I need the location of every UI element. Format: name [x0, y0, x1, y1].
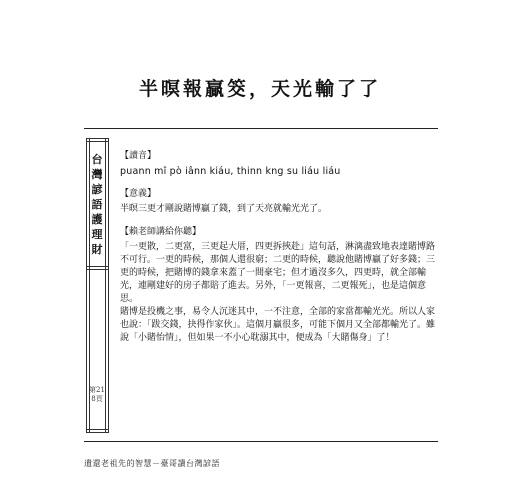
sidebar-divider	[86, 269, 109, 270]
sidebar-title: 台灣諺語護理財	[91, 153, 103, 256]
page-footer: 遺還老祖先的智慧－臺哥讀台灣諺語	[84, 459, 220, 468]
page-number: 第218頁	[89, 386, 105, 403]
sidebar-cap	[86, 429, 109, 430]
page-title: 半暝報贏筊，天光輸了了	[138, 78, 381, 100]
pronunciation-text: puann mî pò iânn kiáu, thinn kng su liáu liáu	[120, 166, 341, 177]
sidebar-border	[86, 138, 87, 432]
reading-heading: 【讀音】	[120, 151, 157, 161]
teacher-paragraph-2: 賭博是投機之事，易令人沉迷其中，一不注意，全部的家當都輸光光。所以人家也說：「跋交錢，抉得作家伙」。這個月贏很多，可能下個月又全部都輸光了。雖說「小賭怡情」，但如果一不小心耽溺其中，便成為「大賭傷身」了！	[120, 307, 436, 343]
sidebar-cap	[86, 138, 109, 139]
meaning-heading: 【意義】	[120, 189, 157, 199]
teacher-heading: 【賴老師講給你聽】	[120, 227, 202, 237]
teacher-paragraph-1: 「一更散，二更富，三更起大厝，四更拆挾赴」這句話，淋漓盡致地表達賭博路不可行。一更的時候，那個人還很窮；二更的時候，聽說他賭博贏了好多錢；三更的時候，把賭博的錢拿來蓋了一間豪宅；但才過沒多久，四更時，就全部輸光，連剛建好的房子都賠了進去。另外，「一更報喜，二更報死」，也是這個意思。	[120, 242, 436, 304]
sidebar-divider	[86, 266, 109, 267]
sidebar-border	[105, 138, 106, 432]
sidebar	[84, 138, 106, 432]
top-rule	[84, 128, 438, 129]
bottom-rule	[84, 441, 438, 442]
content-frame	[84, 128, 438, 442]
main-content	[120, 150, 436, 345]
sidebar-border	[108, 138, 109, 432]
sidebar-cap	[86, 141, 109, 142]
meaning-text: 半暝三更才剛說賭博贏了錢，到了天亮就輸光光了。	[120, 204, 328, 214]
sidebar-cap	[86, 432, 109, 433]
